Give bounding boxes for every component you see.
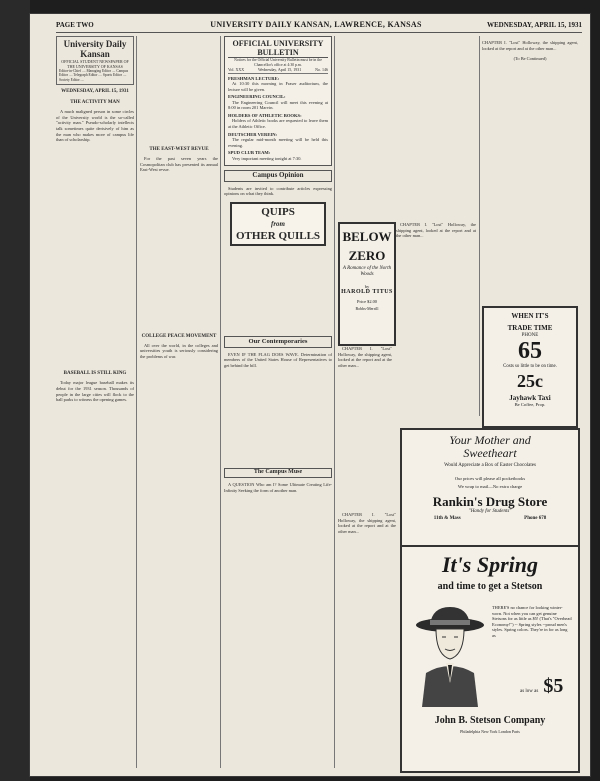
taxi-fare-label: Costs so little to be on time.	[503, 364, 557, 369]
editorial-body: For the past seven years the Cosmopolitan club has presented its annual East-West revue.	[140, 156, 218, 173]
editorial-column-2	[140, 36, 218, 770]
quips-line3: OTHER QUILLS	[235, 229, 321, 242]
column-rule	[479, 36, 480, 416]
serial-body: CHAPTER I. "Lost" Holloway, the shipping agent, looked at the report and at the other man...	[338, 346, 392, 368]
rankin-tagline: "Handy for Students"	[468, 509, 512, 514]
taxi-company: Jayhawk Taxi	[509, 394, 551, 402]
masthead-title: University Daily Kansan	[63, 39, 127, 59]
stetson-headline-2: and time to get a Stetson	[437, 581, 543, 592]
serial-body: CHAPTER I. "Lost" Holloway, the shipping agent, looked at the report and at the other man...	[396, 222, 476, 239]
bulletin-item-body: The Engineering Council will meet this evening at 8:00 in room 201 Marvin.	[228, 99, 328, 111]
taxi-line2: TRADE TIME	[507, 324, 553, 332]
bulletin-item-head: FRESHMAN LECTURE:	[228, 75, 280, 81]
filler-text	[56, 145, 134, 151]
bulletin-info	[228, 67, 328, 74]
taxi-fare: 25c	[517, 371, 543, 391]
bulletin-item-head: SPUD CLUB TEAM:	[228, 150, 271, 156]
bulletin-item-body: The regular mid-month meeting will be held this evening.	[228, 136, 328, 148]
contemporaries-body: EVEN IF THE FLAG DOES WAVE. Determination of members of the United States House of Representatives to get behind the bill.	[224, 351, 332, 368]
book-price: Price $2.00	[357, 299, 377, 304]
campus-opinion-body: Students are invited to contribute articles expressing opinions on what they think.	[224, 185, 332, 197]
man-in-hat-illustration	[412, 603, 488, 707]
taxi-phone-label: PHONE	[521, 333, 539, 338]
stetson-copy: THERE'S no chance for looking winter-worn. Not when you can get genuine Stetsons for as little as $5! (That's "Overhead Economy!") -- Spring styles --proud men's styles. Spring colors. They're in for as long as	[492, 605, 572, 638]
rankin-line2: Our prices will please all pocketbooks	[454, 476, 526, 481]
column-rule	[220, 36, 221, 768]
stetson-advertisement	[400, 545, 580, 773]
quips-line2: from	[271, 219, 285, 228]
bulletin-item-head: HOLDERS OF ATHLETIC BOOKS:	[228, 112, 302, 118]
editorial-head: THE EAST-WEST REVUE	[149, 147, 209, 152]
story-column	[482, 36, 578, 304]
book-title-2: ZERO	[348, 248, 386, 263]
stetson-price-block	[520, 675, 563, 698]
contemporaries-head: Our Contemporaries	[224, 336, 332, 348]
bulletin-number: No. 146	[315, 67, 328, 73]
stetson-price-label: as low as	[520, 689, 539, 694]
rankin-line1: Would Appreciate a Box of Easter Chocolates	[444, 463, 536, 468]
campus-muse-head: The Campus Muse	[224, 468, 332, 478]
page-number: PAGE TWO	[56, 21, 94, 29]
book-publisher: Bobbs-Merrill	[355, 306, 379, 311]
editorial-body: All over the world, in the colleges and universities youth is seriously considering the problems of war.	[140, 342, 218, 359]
taxi-tag: Be Coffee, Prop.	[514, 402, 546, 407]
page-edge	[0, 0, 30, 781]
editorial-column	[56, 36, 134, 770]
quips-box	[230, 202, 326, 246]
page-header	[56, 18, 582, 33]
masthead-staff: Editor-in-Chief .... Managing Editor .... Campus Editor .... Telegraph Editor .... Sports Editor .... Society Editor ....	[59, 69, 129, 82]
editorial-body: A much maligned person in some circles of the University world is the so-called "activity man." Pseudo-scholarly intellects talk sometimes quite derisively of him as the man who makes more of campus life than of scholarship.	[56, 109, 134, 143]
book-author: HAROLD TITUS	[341, 289, 393, 295]
rankin-store-name: Rankin's Drug Store	[432, 494, 548, 509]
bulletin-subtitle: Notices for the Official University Bulletin must be in the Chancellor's office at 4:30 p.m.	[234, 58, 322, 67]
stetson-company: John B. Stetson Company	[434, 715, 546, 726]
official-bulletin	[224, 36, 332, 166]
editorial-head: THE ACTIVITY MAN	[70, 100, 120, 106]
book-tagline: A Romance of the North Woods	[342, 266, 392, 277]
newspaper-page	[30, 14, 590, 776]
bulletin-item-head: DEUTSCHER VEREIN:	[228, 131, 278, 137]
rankin-line3: We wrap to mail—No extra charge	[457, 484, 523, 489]
editorial-head: BASEBALL IS STILL KING	[63, 371, 127, 377]
serial-column-lower	[338, 512, 396, 770]
rankin-address: 11th & Mass	[433, 516, 461, 521]
stetson-headline-1: It's Spring	[442, 552, 538, 577]
campus-opinion-head: Campus Opinion	[224, 170, 332, 182]
issue-date: WEDNESDAY, APRIL 15, 1931	[487, 21, 582, 29]
quips-line1: QUIPS	[261, 205, 295, 218]
stetson-cities: Philadelphia New York London Paris	[460, 729, 520, 734]
bulletin-item-body: At 10:30 this morning in Fraser auditorium, the lecture will be given.	[228, 81, 328, 92]
rankin-footer	[402, 516, 578, 521]
serial-column-cont	[338, 346, 392, 504]
bulletin-item-body: Very important meeting tonight at 7:30.	[232, 155, 302, 161]
book-advertisement	[338, 222, 396, 346]
rankin-phone: Phone 678	[524, 516, 547, 521]
bulletin-item-body: Holders of Athletic books are requested to leave them at the Athletic Office.	[228, 118, 328, 129]
bulletin-item-head: ENGINEERING COUNCIL:	[228, 94, 286, 100]
rankin-headline-1: Your Mother and	[449, 433, 531, 447]
serial-body: CHAPTER I. "Lost" Holloway, the shipping agent, looked at the report and at the other man...	[482, 40, 578, 51]
book-by: by	[364, 284, 370, 289]
rankin-advertisement	[400, 428, 580, 547]
editorial-body: Today major league baseball makes its debut for the 1931 season. Thousands of people in the large cities will flock to the ball parks to witness the opening games.	[56, 380, 134, 403]
taxi-phone: 65	[518, 338, 542, 364]
bulletin-column	[224, 36, 332, 770]
stetson-price: $5	[543, 675, 564, 697]
masthead	[56, 36, 134, 85]
bulletin-title: OFFICIAL UNIVERSITY BULLETIN	[228, 39, 328, 58]
taxi-advertisement	[482, 306, 578, 428]
editorial-date: WEDNESDAY, APRIL 15, 1931	[61, 89, 129, 95]
paper-name: UNIVERSITY DAILY KANSAN, LAWRENCE, KANSAS	[210, 20, 422, 29]
campus-muse-body: A QUESTION Who am I? Some Ultimate Creating Life-Infinity Seeking the form of another man.	[224, 481, 332, 493]
continued-note: (To Be Continued)	[513, 55, 547, 61]
column-rule	[136, 36, 137, 768]
book-title-1: BELOW	[342, 229, 392, 244]
rankin-headline-2: Sweetheart	[463, 446, 517, 460]
editorial-head: COLLEGE PEACE MOVEMENT	[141, 333, 217, 339]
masthead-subtitle: OFFICIAL STUDENT NEWSPAPER OF THE UNIVERSITY OF KANSAS	[61, 59, 129, 69]
bulletin-volume: Vol. XXX	[228, 67, 245, 73]
serial-body: CHAPTER I. "Lost" Holloway, the shipping agent, looked at the report and at the other man...	[338, 512, 396, 534]
taxi-line1: WHEN IT'S	[511, 312, 549, 320]
column-rule	[334, 36, 335, 768]
bulletin-date: Wednesday, April 15, 1931	[257, 67, 302, 73]
